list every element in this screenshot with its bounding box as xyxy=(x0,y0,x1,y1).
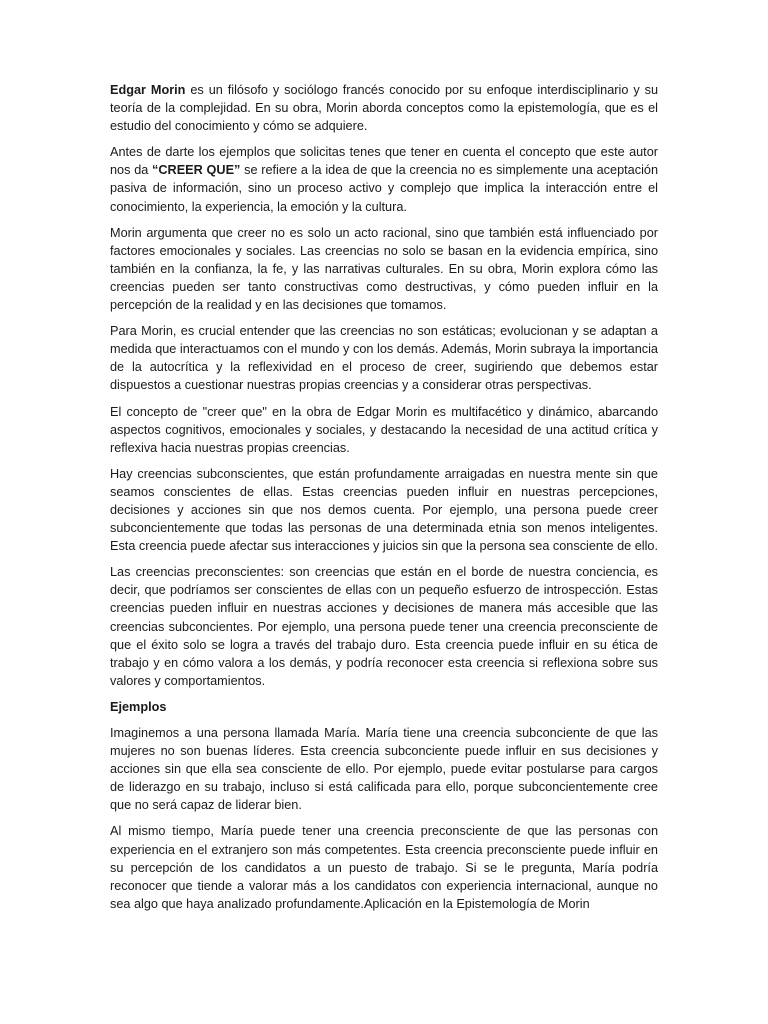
paragraph-intro xyxy=(110,81,658,135)
paragraph-creencias-subconscientes: Hay creencias subconscientes, que están profundamente arraigadas en nuestra mente sin que seamos conscientes de ellas. Estas creencias pueden influir en nuestras percepciones, decisiones y acciones sin que nos demos cuenta. Por ejemplo, una persona puede creer subconcientemente que todas las personas de una determinada etnia son menos inteligentes. Esta creencia puede afectar sus interacciones y juicios sin que la persona sea consciente de ello. xyxy=(110,466,658,554)
paragraph-intro-text: es un filósofo y sociólogo francés conocido por su enfoque interdisciplinario y su teoría de la complejidad. En su obra, Morin aborda conceptos como la epistemología, que es el estudio del conocimiento y cómo se adquiere. xyxy=(110,83,658,134)
paragraph-creencias-preconscientes: Las creencias preconscientes: son creencias que están en el borde de nuestra conciencia, es decir, que podríamos ser conscientes de ellas con un pequeño esfuerzo de introspección. Estas creencias pueden influir en nuestras acciones y decisiones de manera más accesible que las creencias subconcientes. Por ejemplo, una persona puede tener una creencia preconsciente de que el éxito solo se logra a través del trabajo duro. Esta creencia puede influir en su ética de trabajo y en cómo valora a los demás, y podría reconocer esta creencia si reflexiona sobre sus valores y comportamientos. xyxy=(110,565,658,688)
author-name: Edgar Morin xyxy=(110,83,186,97)
paragraph-creencias-no-estaticas: Para Morin, es crucial entender que las creencias no son estáticas; evolucionan y se adaptan a medida que interactuamos con el mundo y con los demás. Además, Morin subraya la importancia de la autocrítica y la reflexividad en el proceso de creer, sugiriendo que debemos estar dispuestos a cuestionar nuestras propias creencias y a considerar otras perspectivas. xyxy=(110,324,658,393)
creer-que-term: “CREER QUE” xyxy=(152,163,241,178)
document-body xyxy=(110,81,658,921)
section-heading-ejemplos: Ejemplos xyxy=(110,699,167,714)
paragraph-concepto-creer-que: El concepto de "creer que" en la obra de Edgar Morin es multifacético y dinámico, abarcando aspectos cognitivos, emocionales y sociales, y destacando la necesidad de una actitud crítica y reflexiva hacia nuestras propias creencias. xyxy=(110,404,658,455)
paragraph-morin-argument: Morin argumenta que creer no es solo un acto racional, sino que también está influenciado por factores emocionales y sociales. Las creencias no solo se basan en la evidencia empírica, sino también en la confianza, la fe, y las narrativas culturales. En su obra, Morin explora cómo las creencias pueden ser tanto constructivas como destructivas, y cómo pueden influir en la percepción de la realidad y en las decisiones que tomamos. xyxy=(110,225,658,313)
paragraph-creer-que-text-before: Antes de darte los ejemplos que solicitas tenes que tener en cuenta el concepto que este autor nos da xyxy=(110,145,658,178)
paragraph-ejemplo-maria-preconsciente: Al mismo tiempo, María puede tener una creencia preconsciente de que las personas con experiencia en el extranjero son más competentes. Esta creencia preconsciente puede influir en su percepción de los candidatos a un puesto de trabajo. Si se le pregunta, María podría reconocer que tiende a valorar más a los candidatos con experiencia internacional, aunque no sea algo que haya analizado profundamente.Aplicación en la Epistemología de Morin xyxy=(110,824,658,911)
paragraph-creer-que-text-after: se refiere a la idea de que la creencia no es simplemente una aceptación pasiva de información, sino un proceso activo y complejo que implica la interacción entre el conocimiento, la experiencia, la emoción y la cultura. xyxy=(110,163,658,214)
paragraph-ejemplo-maria: Imaginemos a una persona llamada María. María tiene una creencia subconciente de que las mujeres no son buenas líderes. Esta creencia subconciente puede influir en sus decisiones y acciones sin que ella sea consciente de ello. Por ejemplo, puede evitar postularse para cargos de liderazgo en su trabajo, incluso si está calificada para ello, porque subconcientemente cree que no será capaz de liderar bien. xyxy=(110,726,658,813)
paragraph-creer-que xyxy=(110,143,658,215)
